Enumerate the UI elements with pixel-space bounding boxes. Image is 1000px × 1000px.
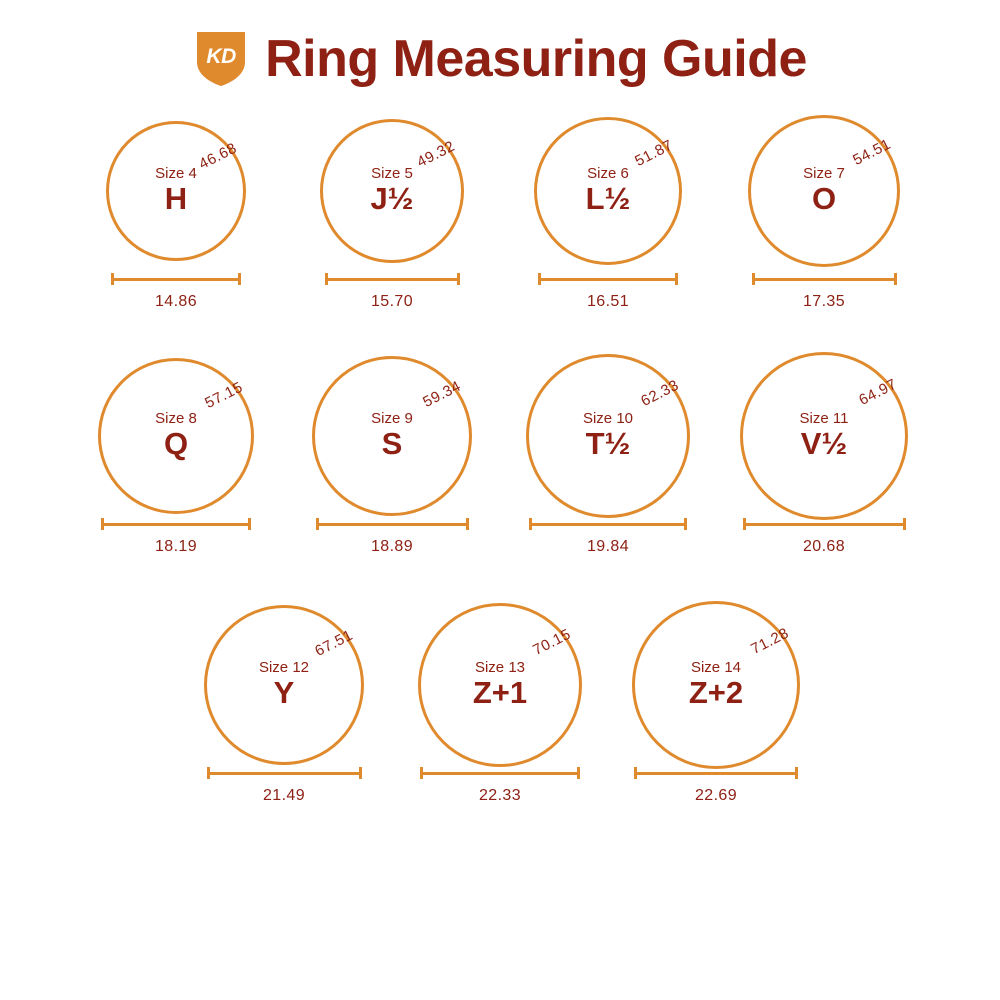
circumference-label: 51.87 (632, 136, 676, 170)
ring-cell (86, 116, 266, 311)
diameter-bar-line (538, 278, 678, 281)
ring-letter-label: J½ (370, 181, 414, 217)
ring-cell (410, 610, 590, 805)
diameter-bar (325, 273, 460, 285)
circumference-label: 71.28 (748, 624, 792, 658)
diameter-bar (316, 518, 469, 530)
circumference-label: 59.34 (420, 377, 464, 411)
ring-circle-wrap (86, 116, 266, 266)
diameter-label: 16.51 (586, 293, 630, 310)
diameter-bar-line (752, 278, 897, 281)
diameter-label: 18.89 (370, 538, 414, 555)
diameter-bar-wrap (207, 766, 362, 780)
diameter-label: 15.70 (370, 293, 414, 310)
diameter-bar (420, 767, 580, 779)
ring-circle-wrap (194, 610, 374, 760)
diameter-bar-wrap (538, 272, 678, 286)
circumference-label: 64.97 (856, 375, 900, 409)
diameter-label: 21.49 (262, 787, 306, 804)
diameter-bar (538, 273, 678, 285)
ring-cell (86, 361, 266, 556)
ring-size-label: Size 10 (582, 410, 634, 428)
page-title: Ring Measuring Guide (265, 30, 807, 88)
ring-letter-label: Y (273, 675, 295, 711)
kd-logo-text: KD (206, 45, 236, 68)
ring-circle (204, 605, 364, 765)
diameter-bar (101, 518, 251, 530)
ring-circle-wrap (518, 116, 698, 266)
circumference-label: 46.68 (196, 139, 240, 173)
ring-size-label: Size 7 (803, 165, 845, 183)
ring-letter-label: V½ (800, 426, 848, 462)
ring-letter-label: Q (163, 426, 189, 462)
ring-cell (734, 116, 914, 311)
ring-cell (302, 361, 482, 556)
ring-circle (526, 354, 690, 518)
diameter-bar (743, 518, 906, 530)
diameter-label: 22.33 (478, 787, 522, 804)
diameter-label: 20.68 (802, 538, 846, 555)
diameter-bar-line (634, 772, 798, 775)
circumference-label: 62.33 (638, 376, 682, 410)
kd-logo (193, 28, 249, 90)
diameter-bar-wrap (743, 517, 906, 531)
ring-letter-label: O (811, 181, 837, 217)
ring-row (0, 361, 1000, 556)
ring-size-label: Size 13 (474, 659, 526, 677)
diameter-bar-wrap (420, 766, 580, 780)
diameter-label: 18.19 (154, 538, 198, 555)
ring-circle (740, 352, 908, 520)
diameter-label: 14.86 (154, 293, 198, 310)
ring-circle (632, 601, 800, 769)
circumference-label: 67.51 (312, 626, 356, 660)
ring-circle-wrap (518, 361, 698, 511)
diameter-bar-line (529, 523, 687, 526)
diameter-label: 17.35 (802, 293, 846, 310)
ring-circle-wrap (86, 361, 266, 511)
ring-letter-label: Z+2 (688, 675, 744, 711)
ring-size-chart (0, 116, 1000, 805)
ring-circle (748, 115, 900, 267)
ring-letter-label: L½ (585, 181, 631, 217)
diameter-bar-line (316, 523, 469, 526)
ring-size-label: Size 4 (155, 165, 197, 183)
diameter-bar-wrap (101, 517, 251, 531)
diameter-bar-line (101, 523, 251, 526)
ring-size-label: Size 12 (258, 659, 310, 677)
circumference-label: 54.51 (850, 135, 894, 169)
circumference-label: 70.15 (530, 625, 574, 659)
ring-cell (302, 116, 482, 311)
diameter-bar-wrap (752, 272, 897, 286)
ring-cell (734, 361, 914, 556)
diameter-bar-wrap (111, 272, 241, 286)
diameter-bar-line (743, 523, 906, 526)
page-header (0, 0, 1000, 90)
ring-cell (194, 610, 374, 805)
ring-size-label: Size 9 (371, 410, 413, 428)
ring-letter-label: S (381, 426, 403, 462)
circumference-label: 57.15 (202, 378, 246, 412)
ring-size-label: Size 11 (799, 410, 849, 428)
diameter-bar-wrap (325, 272, 460, 286)
ring-size-label: Size 6 (587, 165, 629, 183)
ring-cell (518, 116, 698, 311)
diameter-bar-wrap (316, 517, 469, 531)
ring-circle-wrap (302, 361, 482, 511)
diameter-bar-line (207, 772, 362, 775)
ring-circle (312, 356, 472, 516)
ring-row (0, 116, 1000, 311)
diameter-bar-line (325, 278, 460, 281)
ring-cell (518, 361, 698, 556)
diameter-bar (529, 518, 687, 530)
ring-letter-label: Z+1 (472, 675, 528, 711)
ring-circle-wrap (302, 116, 482, 266)
ring-cell (626, 610, 806, 805)
diameter-label: 19.84 (586, 538, 630, 555)
diameter-bar (207, 767, 362, 779)
ring-letter-label: T½ (585, 426, 631, 462)
ring-circle-wrap (734, 361, 914, 511)
ring-size-label: Size 14 (690, 659, 742, 677)
ring-circle-wrap (410, 610, 590, 760)
diameter-bar-wrap (634, 766, 798, 780)
diameter-bar (752, 273, 897, 285)
diameter-bar-line (420, 772, 580, 775)
ring-size-label: Size 8 (155, 410, 197, 428)
ring-circle (534, 117, 682, 265)
ring-circle-wrap (626, 610, 806, 760)
diameter-bar (634, 767, 798, 779)
ring-circle (418, 603, 582, 767)
ring-size-label: Size 5 (371, 165, 413, 183)
ring-row (0, 610, 1000, 805)
diameter-bar (111, 273, 241, 285)
diameter-bar-line (111, 278, 241, 281)
ring-letter-label: H (164, 181, 188, 217)
ring-circle-wrap (734, 116, 914, 266)
diameter-bar-wrap (529, 517, 687, 531)
diameter-label: 22.69 (694, 787, 738, 804)
circumference-label: 49.32 (414, 137, 458, 171)
